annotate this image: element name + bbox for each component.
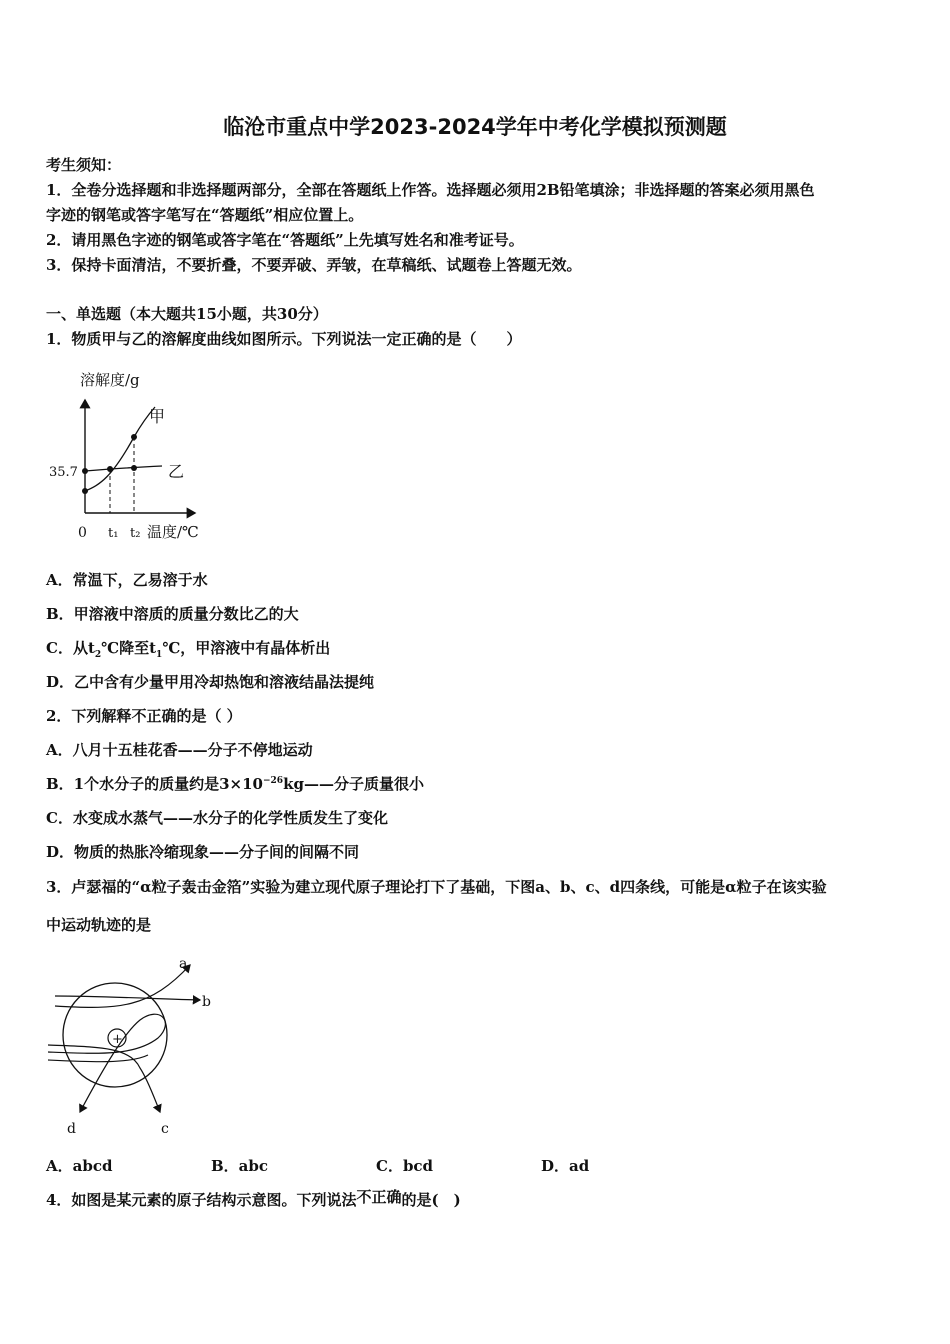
label-b: b: [202, 994, 211, 1010]
label-a: a: [179, 956, 188, 972]
q3-option-c: C．bcd: [376, 1157, 434, 1175]
notice-item-1a: 1．全卷分选择题和非选择题两部分，全部在答题纸上作答。选择题必须用2B铅笔填涂；非选择题的答案必须用黑色: [46, 181, 815, 199]
point-t1: [107, 466, 113, 472]
point-origin-jia: [82, 488, 88, 494]
nucleus-sign: +: [112, 1032, 123, 1047]
q1-option-d: D．乙中含有少量甲用冷却热饱和溶液结晶法提纯: [46, 673, 375, 691]
label-d: d: [67, 1121, 76, 1137]
q3-stem-line2: 中运动轨迹的是: [46, 916, 152, 934]
curve-yi: [85, 466, 162, 471]
point-t2-yi: [131, 465, 137, 471]
chart-x-label: 温度/℃: [147, 523, 199, 541]
q1-option-b: B．甲溶液中溶质的质量分数比乙的大: [46, 605, 299, 623]
notice-heading: 考生须知：: [46, 156, 122, 174]
curve-yi-label: 乙: [168, 462, 185, 481]
q1-option-c: C．从$t_2℃$降至$t_1℃$，甲溶液中有晶体析出: [46, 639, 331, 660]
notice-item-2: 2．请用黑色字迹的钢笔或答字笔在“答题纸”上先填写姓名和准考证号。: [46, 231, 524, 249]
q3-stem-line1: 3．卢瑟福的“α粒子轰击金箔”实验为建立现代原子理论打下了基础，下图a、b、c、d四条线，可能是α粒子在该实验: [46, 878, 827, 896]
track-d-loop: [48, 1014, 165, 1112]
label-c: c: [161, 1121, 169, 1137]
point-t2-jia: [131, 434, 137, 440]
q3-option-d: D．ad: [541, 1157, 590, 1175]
notice-item-1b: 字迹的钢笔或答字笔写在“答题纸”相应位置上。: [46, 206, 364, 224]
chart-t1-label: t₁: [108, 526, 119, 541]
q4-not-emphasis: 不正确: [356, 1188, 402, 1206]
q1-option-a: A．常温下，乙易溶于水: [46, 571, 208, 589]
q2-option-d: D．物质的热胀冷缩现象——分子间的间隔不同: [46, 843, 360, 861]
curve-jia: [85, 407, 155, 491]
chart-y-label: 溶解度/g: [80, 371, 140, 389]
section-heading: 一、单选题（本大题共15小题，共30分）: [46, 305, 328, 323]
q3-option-a: A．abcd: [46, 1157, 113, 1175]
q2-stem: 2．下列解释不正确的是（ ）: [46, 707, 242, 725]
chart-value-label: 35.7: [49, 465, 78, 480]
q3-option-b: B．abc: [211, 1157, 269, 1175]
notice-item-3: 3．保持卡面清洁，不要折叠，不要弄破、弄皱，在草稿纸、试题卷上答题无效。: [46, 256, 582, 274]
q2-option-b: B．1个水分子的质量约是$3\times 10^{-26}kg——$分子质量很小: [46, 775, 424, 793]
chart-t2-label: t₂: [130, 526, 141, 541]
alpha-scattering-diagram: [40, 950, 230, 1140]
q2-option-a: A．八月十五桂花香——分子不停地运动: [46, 741, 313, 759]
solubility-chart: [40, 365, 220, 550]
point-intercept: [82, 468, 88, 474]
page-title: 临沧市重点中学2023-2024学年中考化学模拟预测题: [223, 115, 727, 139]
chart-origin-label: 0: [78, 525, 87, 541]
q2-option-c: C．水变成水蒸气——水分子的化学性质发生了变化: [46, 809, 388, 827]
curve-jia-label: 甲: [149, 407, 166, 426]
q1-stem: 1．物质甲与乙的溶解度曲线如图所示。下列说法一定正确的是（ ）: [46, 330, 522, 348]
q4-stem: 4．如图是某元素的原子结构示意图。下列说法不正确的是( ): [46, 1188, 461, 1209]
